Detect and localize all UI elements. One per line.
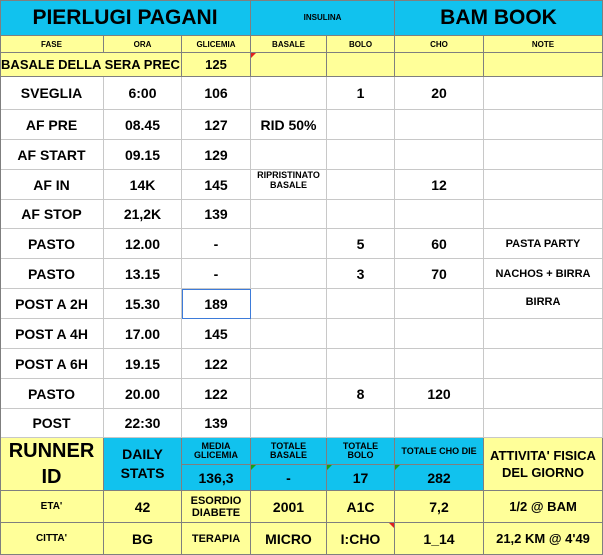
- eta-label[interactable]: ETA': [0, 491, 104, 523]
- row-glicemia-cell[interactable]: 127: [182, 110, 251, 140]
- row-cho-cell[interactable]: 12: [395, 170, 484, 200]
- row-cho-cell[interactable]: 120: [395, 379, 484, 409]
- row-note-cell[interactable]: [484, 53, 603, 77]
- row-fase-cell[interactable]: PASTO: [0, 259, 104, 289]
- row-cho-cell[interactable]: [395, 349, 484, 379]
- row-glicemia-cell[interactable]: 139: [182, 409, 251, 438]
- attivita-fisica-label[interactable]: [484, 438, 603, 491]
- row-basale-cell[interactable]: RID 50%: [251, 110, 327, 140]
- esordio-line1: ESORDIO: [190, 494, 242, 507]
- daily-stats-line1: DAILY: [122, 446, 163, 462]
- row-basale-cell[interactable]: RIPRISTINATO BASALE: [251, 170, 327, 200]
- row-bolo-cell[interactable]: [327, 140, 395, 170]
- row-ora-cell[interactable]: 08.45: [104, 110, 182, 140]
- totale-bolo-line2: BOLO: [347, 450, 374, 460]
- row-basale-cell[interactable]: [251, 53, 327, 77]
- a1c-label[interactable]: A1C: [327, 491, 395, 523]
- row-fase-cell[interactable]: PASTO: [0, 379, 104, 409]
- column-header-cho[interactable]: CHO: [395, 36, 484, 53]
- row-bolo-cell[interactable]: 3: [327, 259, 395, 289]
- row-glicemia-cell[interactable]: 139: [182, 200, 251, 229]
- totale-basale-line1: TOTALE: [270, 441, 307, 451]
- esordio-diabete-label[interactable]: [182, 491, 251, 523]
- header-book-title[interactable]: BAM BOOK: [395, 0, 603, 36]
- row-note-cell[interactable]: [484, 77, 603, 110]
- daily-stats-line2: STATS: [120, 465, 165, 481]
- daily-stats-label[interactable]: [104, 438, 182, 491]
- row-ora-cell[interactable]: 17.00: [104, 319, 182, 349]
- row-fase-cell[interactable]: POST A 4H: [0, 319, 104, 349]
- row-basale-cell[interactable]: [251, 409, 327, 438]
- row-ora-cell[interactable]: 14K: [104, 170, 182, 200]
- runner-id-label[interactable]: [0, 438, 104, 491]
- media-glicemia-line1: MEDIA: [201, 441, 231, 451]
- totale-cho-label[interactable]: TOTALE CHO DIE: [395, 438, 484, 465]
- totale-basale-value[interactable]: [251, 465, 327, 491]
- row-glicemia-cell[interactable]: 125: [182, 53, 251, 77]
- row-basale-cell[interactable]: [251, 289, 327, 319]
- row-ora-cell[interactable]: 19.15: [104, 349, 182, 379]
- column-header-bolo[interactable]: BOLO: [327, 36, 395, 53]
- row-basale-cell[interactable]: [251, 200, 327, 229]
- row-ora-cell[interactable]: 6:00: [104, 77, 182, 110]
- runner-id-line1: RUNNER: [8, 440, 95, 462]
- row-glicemia-cell[interactable]: -: [182, 229, 251, 259]
- row-note-cell[interactable]: NACHOS + BIRRA: [484, 259, 603, 289]
- row-ora-cell[interactable]: 09.15: [104, 140, 182, 170]
- a1c-value[interactable]: 7,2: [395, 491, 484, 523]
- row-bolo-cell[interactable]: [327, 110, 395, 140]
- row-glicemia-cell[interactable]: -: [182, 259, 251, 289]
- column-header-note[interactable]: NOTE: [484, 36, 603, 53]
- row-fase-cell[interactable]: PASTO: [0, 229, 104, 259]
- row-fase-cell[interactable]: POST A 2H: [0, 289, 104, 319]
- row-bolo-cell[interactable]: 8: [327, 379, 395, 409]
- row-glicemia-cell[interactable]: 145: [182, 319, 251, 349]
- row-note-cell[interactable]: [484, 349, 603, 379]
- row-bolo-cell[interactable]: 5: [327, 229, 395, 259]
- column-header-glicemia[interactable]: GLICEMIA: [182, 36, 251, 53]
- row-ora-cell[interactable]: 12.00: [104, 229, 182, 259]
- row-fase-cell[interactable]: SVEGLIA: [0, 77, 104, 110]
- terapia-label[interactable]: TERAPIA: [182, 523, 251, 555]
- row-basale-cell[interactable]: [251, 319, 327, 349]
- runner-id-line2: ID: [41, 466, 62, 488]
- column-header-basale[interactable]: BASALE: [251, 36, 327, 53]
- column-header-ora[interactable]: ORA: [104, 36, 182, 53]
- row-glicemia-cell[interactable]: 122: [182, 349, 251, 379]
- row-glicemia-cell[interactable]: 129: [182, 140, 251, 170]
- row-note-cell[interactable]: [484, 110, 603, 140]
- totale-bolo-label[interactable]: [327, 438, 395, 465]
- comment-marker-icon: [389, 523, 394, 528]
- row-note-cell[interactable]: PASTA PARTY: [484, 229, 603, 259]
- row-cho-cell[interactable]: [395, 110, 484, 140]
- totale-basale-text: -: [286, 469, 291, 486]
- row-cho-cell[interactable]: [395, 319, 484, 349]
- selected-glicemia-cell[interactable]: 189: [182, 289, 251, 319]
- row-bolo-cell[interactable]: [327, 170, 395, 200]
- row-basale-cell[interactable]: [251, 229, 327, 259]
- row-fase-cell[interactable]: BASALE DELLA SERA PREC: [0, 53, 182, 77]
- row-cho-cell[interactable]: [395, 140, 484, 170]
- row-fase-cell[interactable]: AF IN: [0, 170, 104, 200]
- eta-value[interactable]: 42: [104, 491, 182, 523]
- row-ora-cell[interactable]: 21,2K: [104, 200, 182, 229]
- activity-summary-line2[interactable]: 21,2 KM @ 4'49: [484, 523, 603, 555]
- note-marker-icon: [327, 465, 332, 470]
- row-fase-cell[interactable]: POST: [0, 409, 104, 438]
- icho-label[interactable]: [327, 523, 395, 555]
- row-ora-cell[interactable]: 20.00: [104, 379, 182, 409]
- totale-bolo-line1: TOTALE: [342, 441, 379, 451]
- row-glicemia-cell[interactable]: 106: [182, 77, 251, 110]
- totale-basale-label[interactable]: [251, 438, 327, 465]
- icho-label-text: I:CHO: [340, 530, 381, 547]
- row-basale-cell[interactable]: [251, 77, 327, 110]
- row-note-cell[interactable]: [484, 409, 603, 438]
- media-glicemia-label[interactable]: [182, 438, 251, 465]
- header-athlete-name[interactable]: PIERLUGI PAGANI: [0, 0, 251, 36]
- totale-bolo-text: 17: [352, 469, 369, 486]
- row-ora-cell[interactable]: 15.30: [104, 289, 182, 319]
- column-header-fase[interactable]: FASE: [0, 36, 104, 53]
- attivita-line1: ATTIVITA' FISICA: [490, 448, 596, 463]
- attivita-line2: DEL GIORNO: [501, 465, 585, 480]
- row-bolo-cell[interactable]: [327, 289, 395, 319]
- row-cho-cell[interactable]: [395, 289, 484, 319]
- header-insulina[interactable]: INSULINA: [251, 0, 395, 36]
- row-bolo-cell[interactable]: 1: [327, 77, 395, 110]
- row-glicemia-cell[interactable]: 122: [182, 379, 251, 409]
- row-bolo-cell[interactable]: [327, 53, 395, 77]
- row-ora-cell[interactable]: 13.15: [104, 259, 182, 289]
- row-basale-cell[interactable]: [251, 349, 327, 379]
- row-note-cell[interactable]: [484, 170, 603, 200]
- totale-cho-value[interactable]: [395, 465, 484, 491]
- totale-bolo-value[interactable]: [327, 465, 395, 491]
- row-cho-cell[interactable]: 60: [395, 229, 484, 259]
- row-cho-cell[interactable]: 70: [395, 259, 484, 289]
- esordio-line2: DIABETE: [191, 506, 241, 519]
- icho-value[interactable]: 1_14: [395, 523, 484, 555]
- row-note-cell[interactable]: BIRRA: [484, 289, 603, 319]
- terapia-value[interactable]: MICRO: [251, 523, 327, 555]
- row-bolo-cell[interactable]: [327, 319, 395, 349]
- media-glicemia-value[interactable]: 136,3: [182, 465, 251, 491]
- row-note-cell[interactable]: [484, 319, 603, 349]
- row-glicemia-cell[interactable]: 145: [182, 170, 251, 200]
- row-basale-cell[interactable]: [251, 379, 327, 409]
- row-cho-cell[interactable]: 20: [395, 77, 484, 110]
- row-note-cell[interactable]: [484, 200, 603, 229]
- row-basale-cell[interactable]: [251, 140, 327, 170]
- row-fase-cell[interactable]: AF STOP: [0, 200, 104, 229]
- row-cho-cell[interactable]: [395, 200, 484, 229]
- row-bolo-cell[interactable]: [327, 349, 395, 379]
- citta-value[interactable]: BG: [104, 523, 182, 555]
- comment-marker-icon: [251, 53, 256, 58]
- note-marker-icon: [395, 465, 400, 470]
- row-note-cell[interactable]: [484, 379, 603, 409]
- totale-cho-text: 282: [427, 469, 451, 486]
- row-ora-cell[interactable]: 22:30: [104, 409, 182, 438]
- media-glicemia-line2: GLICEMIA: [194, 450, 238, 460]
- row-cho-cell[interactable]: [395, 53, 484, 77]
- row-fase-cell[interactable]: POST A 6H: [0, 349, 104, 379]
- note-marker-icon: [251, 465, 256, 470]
- esordio-value[interactable]: 2001: [251, 491, 327, 523]
- totale-basale-line2: BASALE: [269, 450, 307, 460]
- activity-summary-line1[interactable]: 1/2 @ BAM: [484, 491, 603, 523]
- row-fase-cell[interactable]: AF PRE: [0, 110, 104, 140]
- row-fase-cell[interactable]: AF START: [0, 140, 104, 170]
- citta-label[interactable]: CITTA': [0, 523, 104, 555]
- row-cho-cell[interactable]: [395, 409, 484, 438]
- row-basale-cell[interactable]: [251, 259, 327, 289]
- row-bolo-cell[interactable]: [327, 409, 395, 438]
- row-note-cell[interactable]: [484, 140, 603, 170]
- row-bolo-cell[interactable]: [327, 200, 395, 229]
